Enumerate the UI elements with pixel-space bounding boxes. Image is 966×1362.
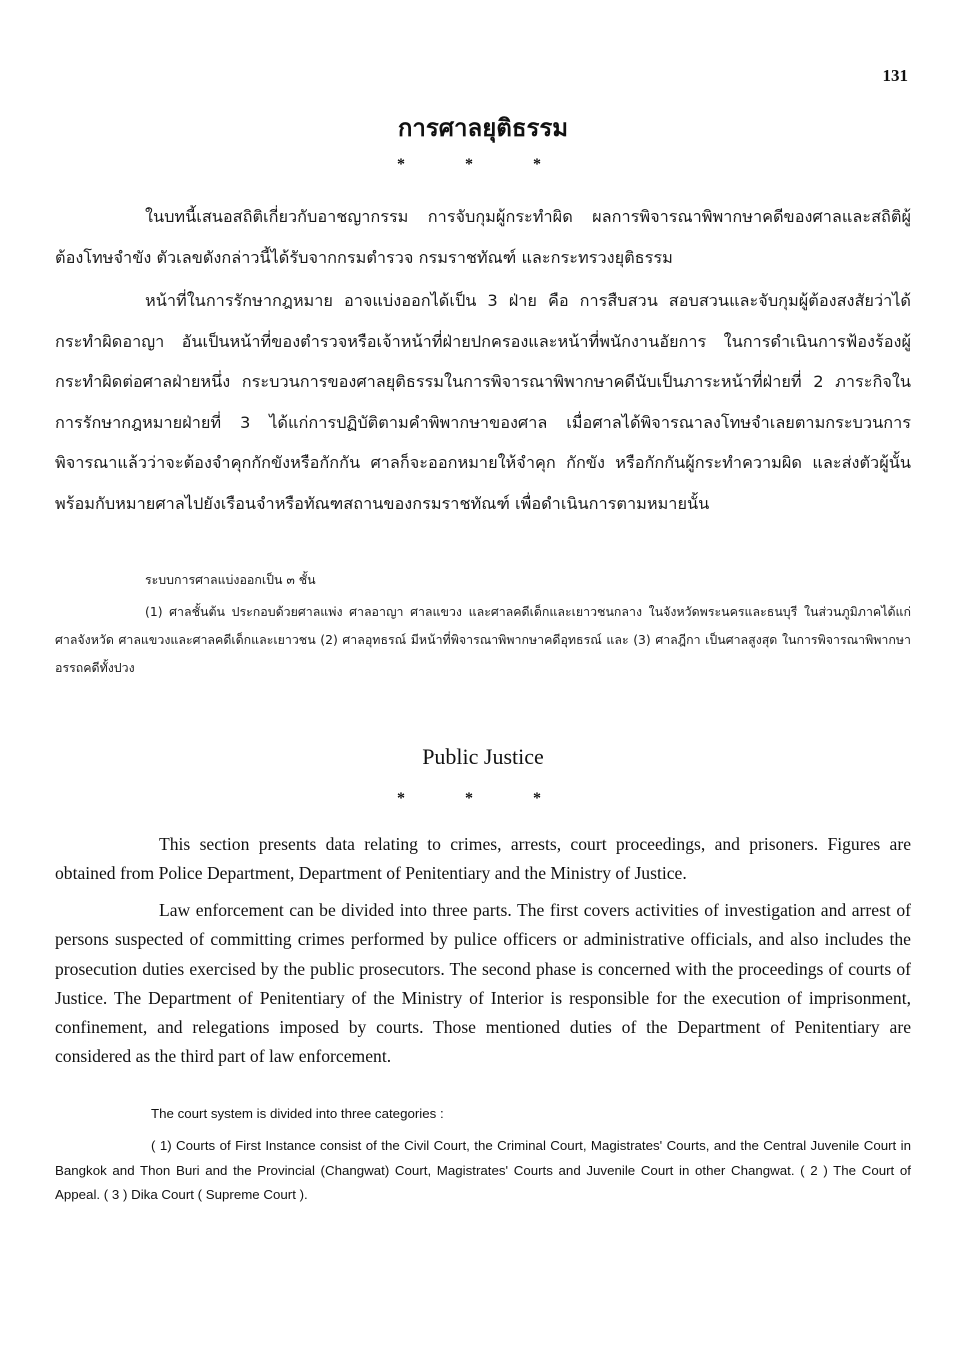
thai-court-system-intro (55, 568, 911, 592)
thai-intro-paragraph (55, 197, 911, 278)
thai-court-system-list-text: (1) ศาลชั้นต้น ประกอบด้วยศาลแพ่ง ศาลอาญา ศาลแขวง และศาลคดีเด็กและเยาวชนกลาง ในจังหวัดพระนครและธนบุรี ในส่วนภูมิภาคได้แก่ศาลจังหวัด ศาลแขวงและศาลคดีเด็กและเยาวชน (2) ศาลอุทธรณ์ มีหน้าที่พิจารณาพิพากษาคดีอุทธรณ์ และ (3) ศาลฎีกา เป็นศาลสูงสุด ในการพิจารณาพิพากษาอรรถคดีทั้งปวง (55, 604, 911, 675)
english-law-enforcement-paragraph (55, 896, 911, 1072)
thai-court-system-intro-text: ระบบการศาลแบ่งออกเป็น ๓ ชั้น (145, 572, 316, 587)
english-paragraph-1: This section presents data relating to crimes, arrests, court proceedings, and prisoners. Figures are obtained from Police Department, Department of Penitentiary and the Ministry of Justice. (55, 834, 911, 884)
english-paragraph-2: Law enforcement can be divided into three parts. The first covers activities of investigation and arrest of persons suspected of committing crimes performed by pulice officers or administrative officials, and also includes the prosecution duties exercised by the public prosecutors. The second phase is concerned with the proceedings of courts of Justice. The Department of Penitentiary of the Ministry of Interior is responsible for the execution of imprisonment, confinement, and relegations imposed by courts. Those mentioned duties of the Department of Penitentiary are considered as the third part of law enforcement. (55, 900, 911, 1067)
english-court-system-intro-text: The court system is divided into three categories : (151, 1106, 444, 1121)
thai-court-system-list (55, 598, 911, 682)
english-court-system-list (55, 1134, 911, 1208)
thai-paragraph-2: หน้าที่ในการรักษากฎหมาย อาจแบ่งออกได้เป็น 3 ฝ่าย คือ การสืบสวน สอบสวนและจับกุมผู้ต้องสงสัยว่าได้กระทำผิดอาญา อันเป็นหน้าที่ของตำรวจหรือเจ้าหน้าที่ฝ่ายปกครองและหน้าที่พนักงานอัยการ ในการดำเนินการฟ้องร้องผู้กระทำผิดต่อศาลฝ่ายหนึ่ง กระบวนการของศาลยุติธรรมในการพิจารณาพิพากษาคดีนับเป็นภาระหน้าที่ฝ่ายที่ 2 ภาระกิจในการรักษากฎหมายฝ่ายที่ 3 ได้แก่การปฏิบัติตามคำพิพากษาของศาล เมื่อศาลได้พิจารณาลงโทษจำเลยตามกระบวนการพิจารณาแล้วว่าจะต้องจำคุกกักขังหรือกักกัน ศาลก็จะออกหมายให้จำคุก กักขัง หรือกักกันผู้กระทำความผิด และส่งตัวผู้นั้นพร้อมกับหมายศาลไปยังเรือนจำหรือทัณฑสถานของกรมราชทัณฑ์ เพื่อดำเนินการตามหมายนั้น (55, 291, 911, 513)
thai-paragraph-1: ในบทนี้เสนอสถิติเกี่ยวกับอาชญากรรม การจับกุมผู้กระทำผิด ผลการพิจารณาพิพากษาคดีของศาลและสถิติผู้ต้องโทษจำขัง ตัวเลขดังกล่าวนี้ได้รับจากกรมตำรวจ กรมราชทัณฑ์ และกระทรวงยุติธรรม (55, 207, 911, 267)
english-intro-paragraph (55, 830, 911, 889)
english-court-system-intro (55, 1103, 911, 1125)
english-court-system-list-text: ( 1) Courts of First Instance consist of the Civil Court, the Criminal Court, Magistrates' Courts, and the Central Juvenile Court in Bangkok and Thon Buri and the Provincial (Changwat) Court, Magistrates' Courts and Juvenile Court in other Changwat. ( 2 ) The Court of Appeal. ( 3 ) Dika Court ( Supreme Court ). (55, 1138, 911, 1202)
page-number: 131 (882, 66, 908, 85)
thai-section-title: การศาลยุติธรรม (397, 114, 569, 142)
english-section-title: Public Justice (422, 744, 544, 769)
thai-separator: * * * (397, 156, 569, 173)
thai-law-enforcement-paragraph (55, 281, 911, 524)
english-separator: * * * (397, 790, 569, 807)
